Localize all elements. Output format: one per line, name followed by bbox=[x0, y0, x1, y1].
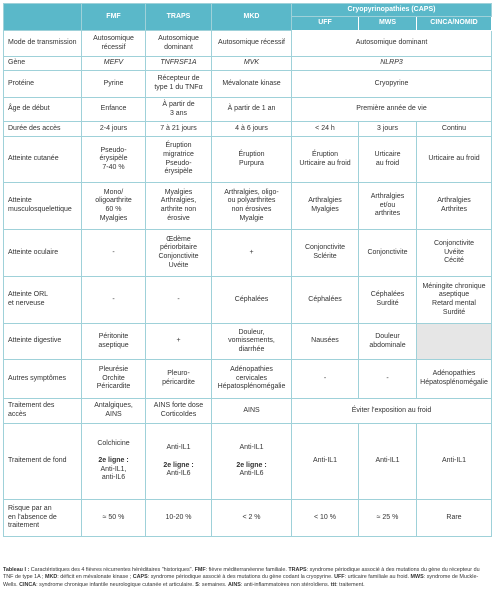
cell-fmf: 2-4 jours bbox=[82, 122, 146, 137]
cell-mkd: MVK bbox=[212, 57, 292, 71]
cell-line: Conjonctivite bbox=[433, 240, 475, 248]
row-musculo bbox=[4, 183, 492, 230]
row-gene bbox=[4, 57, 492, 71]
def-mkd: : déficit en mévalonate kinase ; bbox=[57, 574, 133, 581]
cell-fmf bbox=[82, 399, 146, 424]
row-trait-fond bbox=[4, 424, 492, 500]
header-uff: UFF bbox=[292, 17, 359, 31]
cell-cinca: Rare bbox=[417, 500, 492, 537]
first-line-drug: Anti-IL1 bbox=[239, 444, 264, 452]
cell-uff: - bbox=[292, 360, 359, 399]
cell-line: Arthralgies, oligo- bbox=[224, 188, 279, 196]
cell-line: Méningite chronique bbox=[422, 282, 486, 290]
cell-mws: Conjonctivite bbox=[359, 230, 417, 277]
row-oculaire bbox=[4, 230, 492, 277]
cell-fmf: - bbox=[82, 230, 146, 277]
cell-line: Hépatosplénomégalie bbox=[420, 379, 488, 386]
cell-line: Surdité bbox=[376, 300, 399, 307]
cell-line: Uvéite bbox=[444, 248, 464, 256]
cell-fmf: Pyrine bbox=[82, 71, 146, 98]
abbr-ttt: ttt bbox=[330, 581, 337, 588]
header-mkd: MKD bbox=[212, 4, 292, 31]
cell-line: Douleur bbox=[375, 332, 400, 340]
cell-line: Cécité bbox=[444, 257, 464, 265]
row-label: Gène bbox=[4, 57, 82, 71]
first-line-drug: Anti-IL1 bbox=[166, 444, 191, 452]
cell-line: Arthralgies bbox=[370, 193, 405, 201]
cell-line: Risque par an bbox=[8, 505, 52, 513]
cell-line: type 1 du TNFα bbox=[154, 84, 203, 91]
cell-mkd: Mévalonate kinase bbox=[212, 71, 292, 98]
def-traps: : syndrome périodique associé à des mutations du gène du récepteur du TNF de type 1A ; bbox=[3, 567, 480, 581]
cell-line: Conjonctivite bbox=[304, 244, 346, 252]
cell-line: Antalgiques, bbox=[94, 402, 133, 410]
cell-line: cervicales bbox=[235, 374, 268, 382]
cell-line: et nerveuse bbox=[8, 300, 45, 307]
cell-line: Mono/ bbox=[103, 188, 124, 196]
abbr-ains: AINS bbox=[227, 581, 241, 588]
cell-mkd: AINS bbox=[212, 399, 292, 424]
cell-fmf bbox=[82, 324, 146, 360]
cell-line: AINS forte dose bbox=[153, 402, 204, 410]
cell-traps bbox=[146, 137, 212, 183]
cell-cinca: Anti-IL1 bbox=[417, 424, 492, 500]
cell-fmf bbox=[82, 137, 146, 183]
cell-mws bbox=[359, 183, 417, 230]
cell-line: Pseudo- bbox=[100, 146, 127, 154]
cell-line: Pleurésie bbox=[98, 366, 129, 374]
cell-cinca bbox=[417, 277, 492, 324]
row-mode bbox=[4, 31, 492, 57]
cell-mkd bbox=[212, 324, 292, 360]
cell-line: Éruption bbox=[238, 150, 265, 158]
cell-traps: TNFRSF1A bbox=[146, 57, 212, 71]
cell-uff: Anti-IL1 bbox=[292, 424, 359, 500]
row-proteine bbox=[4, 71, 492, 98]
cell-line: vomissements, bbox=[228, 337, 275, 345]
cell-line: en l'absence de bbox=[8, 513, 57, 521]
caption-text: Caractéristiques des 4 fièvres récurrentes héréditaires "historiques". bbox=[29, 567, 195, 573]
cell-line: Éruption bbox=[311, 150, 339, 158]
row-label: Traitement de fond bbox=[4, 424, 82, 500]
header-caps: Cryopyrinopathies (CAPS) bbox=[292, 4, 492, 17]
row-trait-acces bbox=[4, 399, 492, 424]
cell-line: Urticaire au froid bbox=[299, 159, 351, 167]
cell-fmf: - bbox=[82, 277, 146, 324]
header-fmf: FMF bbox=[82, 4, 146, 31]
def-ains: : anti-inflammatoires non stéroïdiens. bbox=[240, 581, 331, 588]
cell-line: Sclérite bbox=[313, 253, 337, 260]
def-ttt: : traitement. bbox=[336, 581, 365, 588]
cell-line: Éruption bbox=[165, 142, 192, 150]
cell-line: Péricardite bbox=[96, 383, 131, 391]
cell-mws: 3 jours bbox=[359, 122, 417, 137]
cell-uff: Céphalées bbox=[292, 277, 359, 324]
cell-line: aseptique bbox=[98, 341, 129, 349]
cell-caps: Autosomique dominant bbox=[292, 31, 492, 57]
cell-cinca: Continu bbox=[417, 122, 492, 137]
cell-line: Surdité bbox=[442, 308, 466, 316]
cell-traps bbox=[146, 230, 212, 277]
second-line-drugs bbox=[84, 466, 143, 483]
cell-uff bbox=[292, 137, 359, 183]
cell-line: migratrice bbox=[163, 150, 194, 158]
cell-mkd: + bbox=[212, 230, 292, 277]
row-label: Atteinte cutanée bbox=[4, 137, 82, 183]
cell-uff: < 24 h bbox=[292, 122, 359, 137]
row-label: Protéine bbox=[4, 71, 82, 98]
cell-line: musculosquelettique bbox=[8, 206, 72, 213]
header-row-1 bbox=[4, 4, 492, 17]
cell-traps: Autosomique dominant bbox=[146, 31, 212, 57]
cell-line: au froid bbox=[375, 159, 400, 167]
cell-line: arthrites bbox=[374, 210, 401, 218]
second-line-label: 2e ligne : bbox=[163, 461, 194, 469]
cell-line: AINS bbox=[105, 411, 122, 418]
cell-line: 3 ans bbox=[169, 109, 188, 117]
row-cutanee bbox=[4, 137, 492, 183]
cell-line: aseptique bbox=[438, 291, 470, 299]
row-autres bbox=[4, 360, 492, 399]
cell-line: Orchite bbox=[102, 374, 125, 382]
cell-mws: Anti-IL1 bbox=[359, 424, 417, 500]
caption-table-label: Tableau I : bbox=[3, 567, 30, 573]
cell-mws: - bbox=[359, 360, 417, 399]
cell-line: non érosives bbox=[231, 206, 272, 213]
cell-line: Œdème bbox=[166, 235, 191, 243]
row-label bbox=[4, 500, 82, 537]
cell-line: Myalgies bbox=[311, 206, 339, 213]
cell-line: Arthrites bbox=[440, 206, 468, 213]
row-label: Atteinte digestive bbox=[4, 324, 82, 360]
cell-caps: Cryopyrine bbox=[292, 71, 492, 98]
cell-line: Hépatosplénomégalie bbox=[217, 383, 286, 391]
cell-cinca bbox=[417, 360, 492, 399]
cell-caps: Première année de vie bbox=[292, 98, 492, 122]
cell-fmf: ≈ 50 % bbox=[82, 500, 146, 537]
cell-line: Adénopathies bbox=[432, 370, 476, 378]
row-orl bbox=[4, 277, 492, 324]
cell-line: diarrhée bbox=[238, 345, 265, 353]
cell-line: et/ou bbox=[379, 201, 396, 209]
cell-traps bbox=[146, 360, 212, 399]
cell-traps: 10-20 % bbox=[146, 500, 212, 537]
header-mws: MWS bbox=[359, 17, 417, 31]
cell-traps bbox=[146, 71, 212, 98]
cell-line: érosive bbox=[167, 214, 190, 222]
cell-traps bbox=[146, 399, 212, 424]
cell-mkd bbox=[212, 137, 292, 183]
second-line-label: 2e ligne : bbox=[98, 457, 129, 465]
cell-line: Péritonite bbox=[98, 332, 129, 340]
def-uff: : urticaire familiale au froid. bbox=[344, 574, 411, 581]
cell-line: arthrite non bbox=[160, 206, 197, 213]
header-blank bbox=[4, 4, 82, 31]
cell-traps: + bbox=[146, 324, 212, 360]
cell-mkd: Autosomique récessif bbox=[212, 31, 292, 57]
cell-line: Douleur, bbox=[238, 328, 265, 336]
cell-cinca bbox=[417, 230, 492, 277]
row-label: Autres symptômes bbox=[4, 360, 82, 399]
cell-cinca bbox=[417, 183, 492, 230]
cell-line: Pleuro- bbox=[167, 370, 190, 378]
cell-mkd: Céphalées bbox=[212, 277, 292, 324]
cell-line: accès bbox=[8, 411, 27, 418]
table-caption bbox=[3, 567, 489, 589]
cell-traps bbox=[146, 424, 212, 500]
cell-mkd bbox=[212, 183, 292, 230]
def-fmf: : fièvre méditerranéenne familiale. bbox=[205, 567, 289, 573]
cell-fmf bbox=[82, 360, 146, 399]
cell-line: Conjonctivite bbox=[158, 253, 199, 260]
cell-caps: NLRP3 bbox=[292, 57, 492, 71]
cell-mws bbox=[359, 324, 417, 360]
cell-line: Pseudo- bbox=[165, 159, 192, 167]
cell-line: érysipèle bbox=[164, 168, 193, 176]
row-label bbox=[4, 183, 82, 230]
second-line-drugs bbox=[148, 470, 209, 479]
cell-fmf bbox=[82, 424, 146, 500]
cell-line: Arthralgies bbox=[437, 197, 471, 205]
abbr-mkd: MKD bbox=[44, 574, 58, 581]
header-traps: TRAPS bbox=[146, 4, 212, 31]
row-label: Atteinte oculaire bbox=[4, 230, 82, 277]
row-risque bbox=[4, 500, 492, 537]
cell-mws bbox=[359, 277, 417, 324]
cell-line: À partir de bbox=[162, 100, 195, 108]
cell-uff bbox=[292, 183, 359, 230]
cell-line: traitement bbox=[8, 522, 40, 530]
cell-line: Céphalées bbox=[370, 291, 405, 299]
cell-uff: Nausées bbox=[292, 324, 359, 360]
cell-line: péricardite bbox=[162, 379, 195, 386]
cell-fmf bbox=[82, 183, 146, 230]
cell-line: Myalgies bbox=[164, 188, 193, 196]
cell-traps: - bbox=[146, 277, 212, 324]
header-cinca: CINCA/NOMID bbox=[417, 17, 492, 31]
row-label: Âge de début bbox=[4, 98, 82, 122]
cell-line: Adénopathies bbox=[230, 366, 273, 374]
cell-line: Arthralgies, bbox=[160, 197, 197, 205]
abbr-cinca: CINCA bbox=[19, 581, 37, 588]
abbr-s: S bbox=[195, 581, 199, 588]
cell-mkd: À partir de 1 an bbox=[212, 98, 292, 122]
cell-uff bbox=[292, 230, 359, 277]
cell-line: Traitement des bbox=[8, 402, 55, 410]
cell-traps bbox=[146, 183, 212, 230]
second-line-drugs bbox=[214, 470, 289, 479]
cell-traps: 7 à 21 jours bbox=[146, 122, 212, 137]
cell-fmf: Enfance bbox=[82, 98, 146, 122]
row-label: Durée des accès bbox=[4, 122, 82, 137]
row-duree bbox=[4, 122, 492, 137]
def-caps: : syndrome périodique associé à des mutations du gène codant la cryopyrine. bbox=[147, 574, 335, 581]
def-s: : semaines. bbox=[198, 581, 228, 588]
cell-line: érysipèle bbox=[99, 155, 128, 163]
abbr-mws: MWS bbox=[410, 574, 424, 581]
cell-line: Uvéite bbox=[168, 261, 189, 269]
cell-line: abdominale bbox=[369, 341, 406, 349]
cell-line: Anti-IL6 bbox=[239, 470, 264, 478]
cell-line: ou polyarthrites bbox=[227, 197, 276, 205]
cell-line: 60 % bbox=[105, 206, 122, 213]
cell-line: Anti-IL6 bbox=[166, 470, 191, 478]
abbr-caps: CAPS bbox=[132, 574, 148, 581]
cell-line: Arthralgies bbox=[308, 197, 342, 205]
cell-fmf: Autosomique récessif bbox=[82, 31, 146, 57]
row-label bbox=[4, 277, 82, 324]
cell-line: Urticaire bbox=[374, 150, 401, 158]
cell-line: Atteinte bbox=[8, 197, 32, 205]
cell-line: anti-IL6 bbox=[101, 474, 126, 482]
cell-mkd: 4 à 6 jours bbox=[212, 122, 292, 137]
abbr-traps: TRAPS bbox=[288, 567, 307, 573]
cell-mkd bbox=[212, 424, 292, 500]
cell-cinca bbox=[417, 324, 492, 360]
row-label: Mode de transmission bbox=[4, 31, 82, 57]
def-mws: : syndrome de Muckle-Wells. bbox=[3, 574, 479, 588]
cell-traps bbox=[146, 98, 212, 122]
second-line-label: 2e ligne : bbox=[236, 461, 267, 469]
cell-fmf: MEFV bbox=[82, 57, 146, 71]
comparison-table bbox=[3, 3, 492, 537]
cell-line: Anti-IL1, bbox=[100, 465, 127, 473]
abbr-uff: UFF bbox=[334, 574, 345, 581]
abbr-fmf: FMF bbox=[194, 567, 206, 573]
cell-mws bbox=[359, 137, 417, 183]
cell-line: oligoarthrite bbox=[95, 197, 132, 205]
def-cinca: : syndrome chronique infantile neurologique cutanée et articulaire. bbox=[36, 581, 196, 588]
cell-line: Myalgie bbox=[239, 214, 264, 222]
cell-mkd: < 2 % bbox=[212, 500, 292, 537]
cell-line: Récepteur de bbox=[157, 75, 200, 83]
cell-uff: < 10 % bbox=[292, 500, 359, 537]
first-line-drug: Colchicine bbox=[97, 440, 130, 448]
cell-cinca: Urticaire au froid bbox=[417, 137, 492, 183]
cell-caps: Éviter l'exposition au froid bbox=[292, 399, 492, 424]
cell-mws: ≈ 25 % bbox=[359, 500, 417, 537]
cell-line: Atteinte ORL bbox=[8, 291, 49, 299]
row-age bbox=[4, 98, 492, 122]
row-label bbox=[4, 399, 82, 424]
cell-line: Corticoïdes bbox=[160, 411, 197, 418]
cell-line: Retard mental bbox=[432, 300, 476, 307]
cell-line: périorbitaire bbox=[160, 244, 197, 252]
cell-line: Myalgies bbox=[99, 214, 128, 222]
cell-line: 7-40 % bbox=[102, 163, 125, 171]
row-digestive bbox=[4, 324, 492, 360]
cell-line: Purpura bbox=[239, 159, 264, 167]
cell-mkd bbox=[212, 360, 292, 399]
